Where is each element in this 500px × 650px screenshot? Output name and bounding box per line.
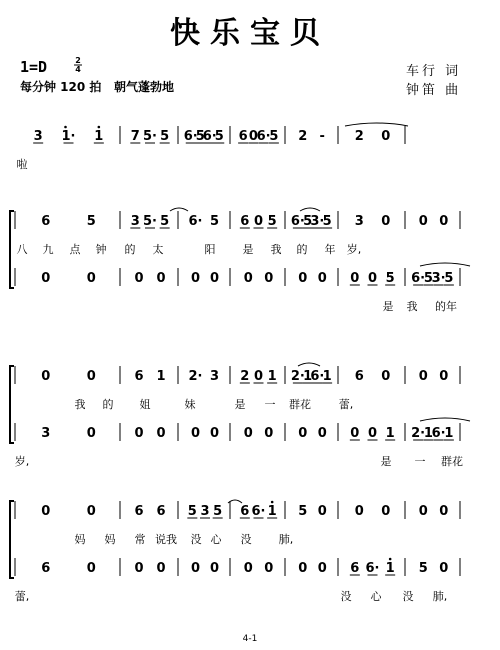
note: 5: [160, 129, 170, 144]
note: 6: [41, 561, 51, 576]
composer: 钟笛 曲: [406, 83, 462, 98]
lyric-syllable: 岁,: [14, 455, 30, 468]
note: 6·: [290, 214, 305, 229]
note: 6·: [251, 504, 266, 519]
lyric-syllable: 啦: [16, 158, 28, 171]
song-title: 快乐宝贝: [170, 16, 330, 51]
note: 6: [134, 369, 144, 384]
note: 6: [41, 214, 51, 229]
lyric-syllable: 姐: [139, 398, 151, 411]
slur: [170, 208, 188, 211]
lyric-syllable: 妈: [104, 533, 116, 546]
note: 6·: [431, 426, 446, 441]
note: 1·: [61, 129, 76, 144]
note: 1: [444, 426, 454, 441]
note: 5: [303, 214, 313, 229]
note: 0: [190, 426, 201, 441]
note: 0: [41, 369, 51, 384]
note: 3·: [310, 214, 325, 229]
lyric-syllable: 钟: [95, 243, 107, 256]
lyric-syllable: 的: [124, 243, 136, 256]
lyric-syllable: 没: [240, 533, 252, 546]
note: 0: [418, 369, 428, 384]
note: 5: [213, 504, 223, 519]
note: 5: [423, 271, 433, 286]
note: 0: [298, 561, 308, 576]
note: 6·: [256, 129, 271, 144]
note: 6·: [183, 129, 198, 144]
lyric-syllable: 点: [69, 243, 81, 256]
note: 5: [267, 214, 277, 229]
note: 6·: [310, 369, 325, 384]
note: 5: [418, 561, 428, 576]
octave-dot: [271, 501, 274, 504]
note: 0: [298, 271, 308, 286]
note: 0: [381, 214, 391, 229]
lyric-syllable: 群花: [289, 398, 311, 411]
lyric-syllable: 八: [16, 243, 28, 256]
lyric-syllable: 太: [152, 243, 164, 256]
lyric-syllable: 肺,: [278, 533, 294, 546]
note: 0: [190, 271, 201, 286]
lyric-syllable: 没: [190, 533, 202, 546]
note: 2: [298, 129, 308, 144]
note: 5: [160, 214, 170, 229]
note: 0: [86, 561, 96, 576]
note: 5: [86, 214, 96, 229]
lyric-syllable: 蕾,: [14, 590, 30, 603]
lyric-syllable: 说我: [155, 533, 177, 546]
lyric-syllable: 是: [380, 455, 392, 468]
key-signature: 1=D: [20, 58, 48, 76]
note: 0: [86, 504, 96, 519]
note: 3·: [431, 271, 446, 286]
note: 0: [264, 561, 274, 576]
octave-dot: [64, 126, 67, 129]
note: 6·: [188, 214, 203, 229]
note: 0: [381, 129, 391, 144]
note: 6: [350, 561, 360, 576]
note: 0: [317, 504, 327, 519]
octave-dot: [98, 126, 101, 129]
lyric-syllable: 没: [340, 590, 352, 603]
note: 0: [86, 369, 96, 384]
note: 0: [367, 426, 378, 441]
note: 0: [418, 214, 428, 229]
note: 0: [209, 561, 220, 576]
lyric-syllable: 没: [402, 590, 414, 603]
note: 0: [156, 426, 166, 441]
note: 1: [267, 504, 277, 519]
note: 5: [195, 129, 205, 144]
note: 2: [354, 129, 364, 144]
note: 6: [240, 504, 250, 519]
lyric-syllable: 是: [234, 398, 246, 411]
note: 0: [134, 426, 144, 441]
note: 3: [41, 426, 51, 441]
lyric-syllable: 的: [296, 243, 308, 256]
note: 6·: [411, 271, 426, 286]
expression: 朝气蓬勃地: [113, 80, 174, 94]
note: 0: [134, 561, 144, 576]
note: 5: [444, 271, 454, 286]
note: 0: [439, 369, 449, 384]
note: 0: [243, 426, 253, 441]
lyric-syllable: 九: [42, 243, 54, 256]
note: 0: [190, 561, 201, 576]
note: 1: [385, 561, 395, 576]
note: 5: [269, 129, 279, 144]
note: 0: [156, 271, 166, 286]
note: 1: [385, 426, 395, 441]
note: 5: [322, 214, 332, 229]
note: 1: [423, 426, 433, 441]
note: 0: [381, 504, 391, 519]
slur: [300, 208, 320, 211]
lyric-syllable: 是: [242, 243, 254, 256]
lyric-syllable: 我: [406, 300, 418, 313]
note: 2·: [188, 369, 203, 384]
lyric-syllable: 妹: [184, 398, 196, 411]
note: 0: [381, 369, 391, 384]
note: 0: [367, 271, 378, 286]
note: 5·: [143, 129, 157, 144]
note: 0: [317, 561, 327, 576]
lyric-syllable: 的年: [435, 300, 457, 313]
note: 0: [439, 561, 449, 576]
note: 0: [354, 504, 364, 519]
note: -: [319, 129, 325, 144]
note: 3: [354, 214, 364, 229]
note: 3: [209, 369, 220, 384]
note: 0: [86, 426, 96, 441]
slur: [420, 418, 470, 421]
lyric-syllable: 年: [324, 243, 336, 256]
note: 2: [240, 369, 250, 384]
note: 5: [298, 504, 308, 519]
note: 6: [354, 369, 364, 384]
lyric-syllable: 心: [370, 590, 382, 603]
note: 6·: [202, 129, 217, 144]
note: 0: [86, 271, 96, 286]
system-bracket: [10, 501, 14, 578]
note: 0: [317, 426, 327, 441]
note: 0: [41, 504, 51, 519]
note: 5: [209, 214, 220, 229]
note: 1: [322, 369, 332, 384]
note: 1: [156, 369, 166, 384]
note: 0: [253, 369, 264, 384]
lyric-syllable: 肺,: [432, 590, 448, 603]
note: 0: [156, 561, 166, 576]
note: 0: [350, 271, 360, 286]
page-number: 4-1: [242, 634, 258, 644]
note: 5: [385, 271, 395, 286]
time-signature-top: 2: [75, 56, 81, 65]
note: 0: [264, 271, 274, 286]
note: 3: [130, 214, 140, 229]
note: 1: [303, 369, 313, 384]
lyric-syllable: 蕾,: [338, 398, 354, 411]
note: 3: [200, 504, 210, 519]
slur: [298, 363, 320, 366]
note: 5: [214, 129, 224, 144]
lyric-syllable: 常: [134, 533, 146, 546]
lyric-syllable: 是: [382, 300, 394, 313]
system-bracket: [10, 366, 14, 443]
lyric-syllable: 我: [270, 243, 282, 256]
lyric-syllable: 一: [264, 398, 276, 411]
note: 0: [439, 214, 449, 229]
note: 6: [238, 129, 248, 144]
note: 0: [418, 504, 428, 519]
note: 0: [41, 271, 51, 286]
note: 0: [209, 426, 220, 441]
lyric-syllable: 心: [210, 533, 222, 546]
note: 0: [209, 271, 220, 286]
lyric-syllable: 我: [74, 398, 86, 411]
lyric-syllable: 群花: [441, 455, 463, 468]
note: 5: [187, 504, 197, 519]
note: 6: [134, 504, 144, 519]
note: 5·: [143, 214, 157, 229]
note: 0: [350, 426, 360, 441]
note: 0: [439, 504, 449, 519]
time-signature-bottom: 4: [75, 65, 81, 74]
slur: [345, 123, 408, 126]
note: 7: [130, 129, 140, 144]
lyric-syllable: 妈: [74, 533, 86, 546]
note: 1: [94, 129, 104, 144]
slur: [420, 263, 470, 266]
note: 6: [240, 214, 250, 229]
lyric-syllable: 阳: [204, 243, 216, 256]
lyricist: 车行 词: [406, 64, 462, 79]
note: 0: [253, 214, 264, 229]
note: 0: [264, 426, 274, 441]
system-bracket: [10, 211, 14, 288]
note: 2·: [290, 369, 305, 384]
note: 1: [267, 369, 277, 384]
note: 0: [243, 271, 253, 286]
note: 0: [248, 129, 258, 144]
lyric-syllable: 一: [414, 455, 426, 468]
note: 0: [134, 271, 144, 286]
note: 0: [243, 561, 253, 576]
lyric-syllable: 岁,: [346, 243, 362, 256]
note: 6·: [365, 561, 380, 576]
note: 0: [298, 426, 308, 441]
note: 3: [33, 129, 43, 144]
lyric-syllable: 的: [102, 398, 114, 411]
note: 2·: [411, 426, 426, 441]
note: 6: [156, 504, 166, 519]
note: 0: [317, 271, 327, 286]
octave-dot: [389, 558, 392, 561]
tempo: 每分钟 120 拍: [20, 80, 102, 94]
